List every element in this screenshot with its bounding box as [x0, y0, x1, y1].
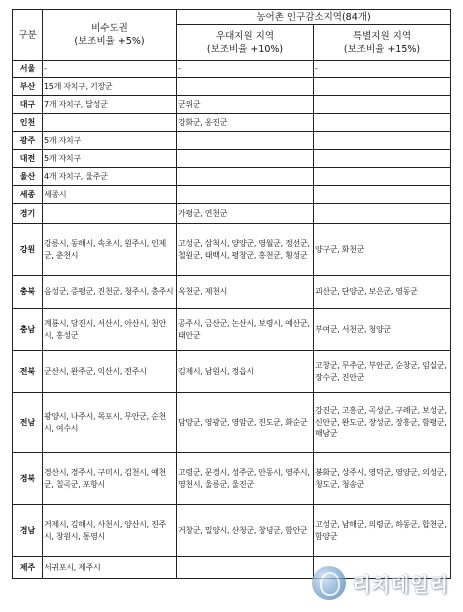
metro-cell: 4개 자치구, 울주군	[43, 168, 177, 186]
region-cell: 세종	[13, 186, 43, 204]
priority-cell: 가평군, 연천군	[177, 204, 314, 224]
special-cell: 부여군, 서천군, 청양군	[314, 309, 451, 351]
table-row	[13, 276, 451, 309]
priority-cell: 고령군, 문경시, 성주군, 안동시, 영주시, 영천시, 울릉군, 울진군	[177, 453, 314, 505]
priority-cell: 강화군, 옹진군	[177, 114, 314, 132]
watermark	[312, 566, 449, 600]
priority-cell	[177, 186, 314, 204]
table-row	[13, 204, 451, 224]
priority-cell: 김제시, 남원시, 정읍시	[177, 351, 314, 393]
special-cell	[314, 186, 451, 204]
header-metro	[43, 10, 177, 61]
metro-cell: -	[43, 61, 177, 78]
region-cell: 제주	[13, 557, 43, 579]
region-cell: 전북	[13, 351, 43, 393]
region-cell: 전남	[13, 393, 43, 453]
priority-cell	[177, 132, 314, 150]
metro-cell	[43, 204, 177, 224]
special-cell: -	[314, 61, 451, 78]
table-row	[13, 453, 451, 505]
header-priority	[177, 25, 314, 61]
region-cell: 울산	[13, 168, 43, 186]
metro-cell: 강릉시, 동해시, 속초시, 원주시, 인제군, 춘천시	[43, 224, 177, 276]
table-row	[13, 351, 451, 393]
priority-cell	[177, 557, 314, 579]
priority-cell	[177, 150, 314, 168]
watermark-text: 리치데일리	[352, 573, 449, 596]
special-cell: 강진군, 고흥군, 곡성군, 구례군, 보성군, 신안군, 완도군, 장성군, 장흥군, 함평군, 해남군	[314, 393, 451, 453]
priority-cell: 거창군, 밀양시, 산청군, 창녕군, 함안군	[177, 505, 314, 557]
globe-logo-icon	[312, 566, 346, 600]
region-cell: 광주	[13, 132, 43, 150]
subsidy-region-table	[12, 9, 451, 579]
region-cell: 강원	[13, 224, 43, 276]
metro-cell: 5개 자치구	[43, 132, 177, 150]
metro-cell: 경산시, 경주시, 구미시, 김천시, 예천군, 칠곡군, 포항시	[43, 453, 177, 505]
region-cell: 대전	[13, 150, 43, 168]
metro-cell: 계룡시, 당진시, 서산시, 아산시, 천안시, 홍성군	[43, 309, 177, 351]
region-cell: 경북	[13, 453, 43, 505]
table-row	[13, 96, 451, 114]
special-cell	[314, 78, 451, 96]
special-cell: 양구군, 화천군	[314, 224, 451, 276]
header-pop-decline	[177, 10, 451, 25]
region-cell: 경기	[13, 204, 43, 224]
table-row	[13, 114, 451, 132]
table-row	[13, 168, 451, 186]
table-row	[13, 186, 451, 204]
special-cell	[314, 168, 451, 186]
priority-cell: 고성군, 삼척시, 양양군, 영월군, 정선군, 철원군, 태백시, 평창군, 홍천군, 횡성군	[177, 224, 314, 276]
region-cell: 서울	[13, 61, 43, 78]
header-special	[314, 25, 451, 61]
metro-cell: 거제시, 김해시, 사천시, 양산시, 진주시, 창원시, 통영시	[43, 505, 177, 557]
special-cell: 괴산군, 단양군, 보은군, 영동군	[314, 276, 451, 309]
special-cell	[314, 132, 451, 150]
metro-cell	[43, 114, 177, 132]
special-cell: 고성군, 남해군, 의령군, 하동군, 합천군, 함양군	[314, 505, 451, 557]
header-special-label: 특별지원 지역	[352, 30, 412, 42]
table-row	[13, 132, 451, 150]
region-cell: 대구	[13, 96, 43, 114]
priority-cell	[177, 78, 314, 96]
special-cell	[314, 114, 451, 132]
priority-cell	[177, 168, 314, 186]
table-row	[13, 224, 451, 276]
special-cell: 고창군, 무주군, 부안군, 순창군, 임실군, 장수군, 진안군	[314, 351, 451, 393]
header-region	[13, 10, 43, 61]
region-cell: 충남	[13, 309, 43, 351]
metro-cell: 서귀포시, 제주시	[43, 557, 177, 579]
metro-cell: 광양시, 나주시, 목포시, 무안군, 순천시, 여수시	[43, 393, 177, 453]
subsidy-table-wrapper	[12, 9, 451, 579]
special-cell: 봉화군, 상주시, 영덕군, 영양군, 의성군, 청도군, 청송군	[314, 453, 451, 505]
region-cell: 인천	[13, 114, 43, 132]
priority-cell: -	[177, 61, 314, 78]
table-row	[13, 150, 451, 168]
special-cell	[314, 204, 451, 224]
region-cell: 경남	[13, 505, 43, 557]
header-metro-sub: (보조비율 +5%)	[74, 36, 145, 47]
special-cell	[314, 96, 451, 114]
header-priority-label: 우대지원 지역	[215, 30, 275, 42]
header-region-label: 구분	[18, 29, 37, 41]
table-row	[13, 505, 451, 557]
metro-cell: 5개 자치구	[43, 150, 177, 168]
table-row	[13, 309, 451, 351]
special-cell	[314, 150, 451, 168]
header-metro-label: 비수도권	[91, 23, 128, 34]
priority-cell: 담양군, 영광군, 영암군, 진도군, 화순군	[177, 393, 314, 453]
metro-cell: 군산시, 완주군, 익산시, 전주시	[43, 351, 177, 393]
priority-cell: 공주시, 금산군, 논산시, 보령시, 예산군, 태안군	[177, 309, 314, 351]
table-row	[13, 61, 451, 78]
metro-cell: 7개 자치구, 달성군	[43, 96, 177, 114]
metro-cell: 세종시	[43, 186, 177, 204]
region-cell: 부산	[13, 78, 43, 96]
region-cell: 충북	[13, 276, 43, 309]
header-pop-decline-label: 농어촌 인구감소지역(84개)	[256, 11, 371, 23]
priority-cell: 옥천군, 제천시	[177, 276, 314, 309]
table-row	[13, 78, 451, 96]
metro-cell: 15개 자치구, 기장군	[43, 78, 177, 96]
priority-cell: 군위군	[177, 96, 314, 114]
table-row	[13, 393, 451, 453]
header-priority-sub: (보조비율 +10%)	[206, 43, 284, 55]
metro-cell: 음성군, 증평군, 진천군, 청주시, 충주시	[43, 276, 177, 309]
header-special-sub: (보조비율 +15%)	[343, 43, 421, 55]
